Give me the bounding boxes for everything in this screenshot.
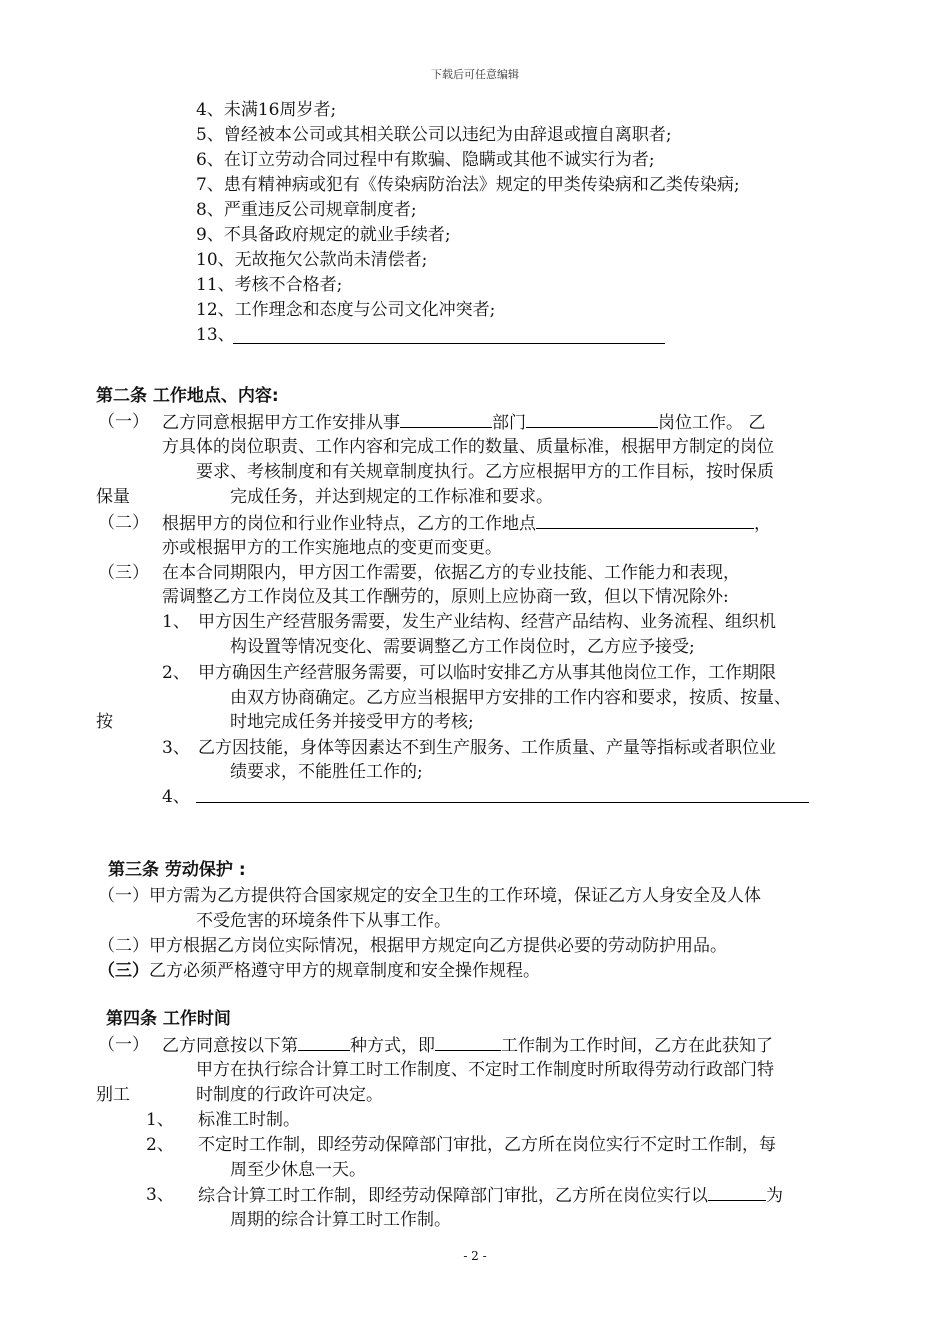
section-title: 第二条 工作地点、内容: — [96, 386, 279, 406]
blank-line — [233, 343, 665, 344]
item-text: 甲方因生产经营服务需要，发生产业结构、经营产品结构、业务流程、组织机 — [198, 612, 776, 632]
item-text: 按 — [96, 712, 113, 732]
item-number: 3、 — [162, 738, 190, 758]
item-number: 1、 — [162, 612, 190, 632]
clause-label: （一） — [98, 1035, 149, 1055]
clause-text: 乙方同意根据甲方工作安排从事 部门 岗位工作。 乙 — [162, 410, 765, 435]
list-item: 10、无故拖欠公款尚未清偿者; — [196, 250, 428, 270]
item-text: 绩要求，不能胜任工作的; — [230, 762, 423, 782]
clause-text: （一）甲方需为乙方提供符合国家规定的安全卫生的工作环境，保证乙方人身安全及人体 — [98, 886, 761, 906]
item-text: 乙方因技能，身体等因素达不到生产服务、工作质量、产量等指标或者职位业 — [198, 738, 776, 758]
page-header: 下载后可任意编辑 — [431, 68, 519, 81]
clause-text: 甲方在执行综合计算工时工作制度、不定时工作制度时所取得劳动行政部门特 — [196, 1060, 774, 1080]
item-text: 由双方协商确定。乙方应当根据甲方安排的工作内容和要求，按质、按量、 — [230, 688, 791, 708]
clause-label: （一） — [98, 412, 149, 432]
clause-text: 乙方同意按以下第 种方式，即 工作制为工作时间，乙方在此获知了 — [162, 1033, 773, 1058]
clause-text: 在本合同期限内，甲方因工作需要，依据乙方的专业技能、工作能力和表现， — [162, 563, 740, 583]
clause-text: （三）乙方必须严格遵守甲方的规章制度和安全操作规程。 — [98, 961, 540, 981]
clause-text: 要求、考核制度和有关规章制度执行。乙方应根据甲方的工作目标，按时保质 — [196, 462, 774, 482]
item-number: 4、 — [162, 787, 190, 807]
clause-label: （三） — [98, 563, 149, 583]
item-number: 1、 — [146, 1110, 174, 1130]
clause-text: 时制度的行政许可决定。 — [196, 1085, 383, 1105]
section-title: 第三条 劳动保护 : — [108, 860, 246, 880]
blank-field — [536, 511, 754, 529]
clause-label: （二） — [98, 513, 149, 533]
blank-field — [298, 1033, 350, 1051]
list-item: 4、未满16周岁者; — [196, 100, 337, 120]
blank-line — [196, 802, 809, 803]
list-item: 9、不具备政府规定的就业手续者; — [196, 225, 451, 245]
clause-text: 亦或根据甲方的工作实施地点的变更而变更。 — [162, 538, 502, 558]
clause-text: 不受危害的环境条件下从事工作。 — [196, 911, 451, 931]
blank-field — [526, 410, 658, 428]
item-number: 2、 — [146, 1135, 174, 1155]
item-text: 周至少休息一天。 — [230, 1160, 366, 1180]
item-number: 2、 — [162, 663, 190, 683]
blank-field — [435, 1033, 501, 1051]
item-text: 周期的综合计算工时工作制。 — [230, 1210, 451, 1230]
list-item: 8、严重违反公司规章制度者; — [196, 200, 417, 220]
clause-text: 完成任务，并达到规定的工作标准和要求。 — [230, 487, 553, 507]
item-text: 甲方确因生产经营服务需要，可以临时安排乙方从事其他岗位工作，工作期限 — [198, 663, 776, 683]
clause-text: 需调整乙方工作岗位及其工作酬劳的，原则上应协商一致，但以下情况除外: — [162, 587, 729, 607]
item-text: 综合计算工时工作制，即经劳动保障部门审批，乙方所在岗位实行以 为 — [198, 1183, 783, 1208]
clause-label: （三） — [98, 961, 149, 981]
item-number: 3、 — [146, 1185, 174, 1205]
item-text: 构设置等情况变化、需要调整乙方工作岗位时，乙方应予接受; — [230, 637, 695, 657]
list-item: 13、 — [196, 325, 235, 345]
list-item: 7、患有精神病或犯有《传染病防治法》规定的甲类传染病和乙类传染病; — [196, 175, 740, 195]
list-item: 12、工作理念和态度与公司文化冲突者; — [196, 300, 496, 320]
list-item: 11、考核不合格者; — [196, 275, 343, 295]
clause-text: （二）甲方根据乙方岗位实际情况，根据甲方规定向乙方提供必要的劳动防护用品。 — [98, 936, 727, 956]
list-item: 6、在订立劳动合同过程中有欺骗、隐瞒或其他不诚实行为者; — [196, 150, 655, 170]
clause-text: 别工 — [96, 1085, 130, 1105]
blank-field — [400, 410, 492, 428]
blank-field — [708, 1183, 766, 1201]
section-title: 第四条 工作时间 — [106, 1009, 231, 1029]
item-text: 标准工时制。 — [198, 1110, 300, 1130]
clause-text: 方具体的岗位职责、工作内容和完成工作的数量、质量标准，根据甲方制定的岗位 — [162, 437, 774, 457]
page-number: - 2 - — [463, 1249, 487, 1263]
clause-text: 保量 — [96, 487, 130, 507]
item-text: 不定时工作制，即经劳动保障部门审批，乙方所在岗位实行不定时工作制，每 — [198, 1135, 776, 1155]
clause-text: 根据甲方的岗位和行业作业特点，乙方的工作地点 ， — [162, 511, 771, 536]
list-item: 5、曾经被本公司或其相关联公司以违纪为由辞退或擅自离职者; — [196, 125, 672, 145]
item-text: 时地完成任务并接受甲方的考核; — [230, 712, 474, 732]
